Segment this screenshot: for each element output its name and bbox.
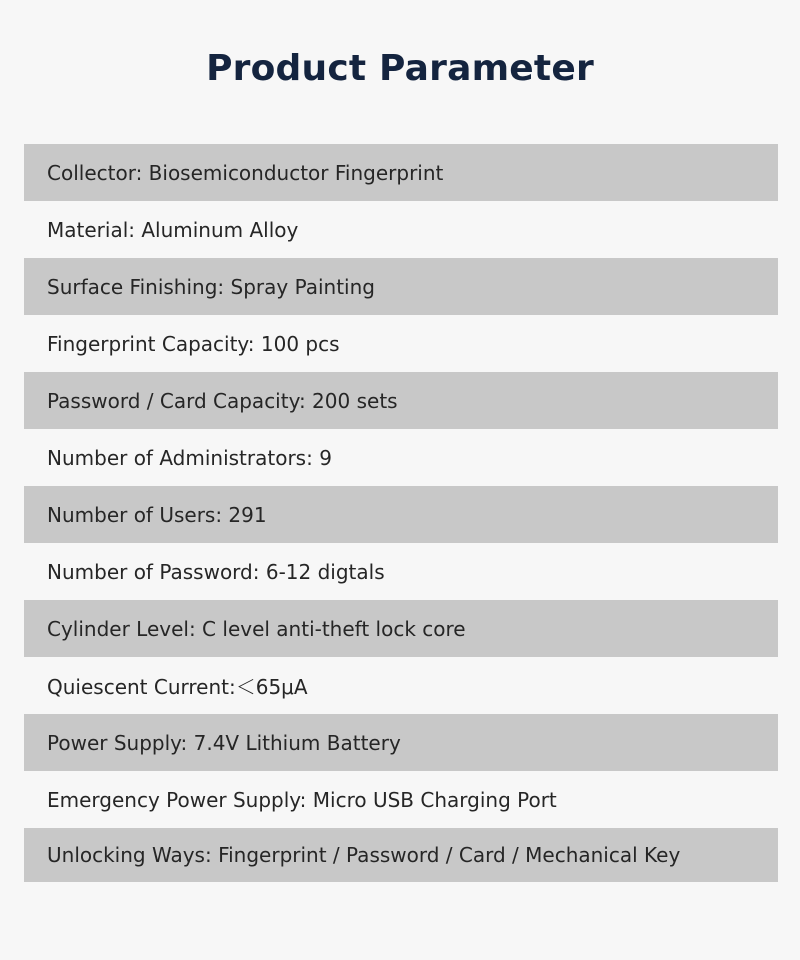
param-row-power-supply <box>24 714 778 771</box>
param-text: Material: Aluminum Alloy <box>47 217 299 242</box>
param-row-password-card-capacity <box>24 372 778 429</box>
param-row-administrators <box>24 429 778 486</box>
param-text: Password / Card Capacity: 200 sets <box>47 388 398 413</box>
param-text: Power Supply: 7.4V Lithium Battery <box>47 730 401 755</box>
param-text: Surface Finishing: Spray Painting <box>47 274 375 299</box>
page-title: Product Parameter <box>206 48 594 89</box>
parameter-table <box>24 144 778 882</box>
param-text: Emergency Power Supply: Micro USB Charging Port <box>47 787 557 812</box>
param-row-password-length <box>24 543 778 600</box>
param-row-collector <box>24 144 778 201</box>
param-text: Cylinder Level: C level anti-theft lock core <box>47 616 466 641</box>
param-row-fingerprint-capacity <box>24 315 778 372</box>
param-text: Number of Users: 291 <box>47 502 267 527</box>
param-row-emergency-power <box>24 771 778 828</box>
param-text: Number of Administrators: 9 <box>47 445 332 470</box>
param-text: Number of Password: 6-12 digtals <box>47 559 385 584</box>
param-row-material <box>24 201 778 258</box>
param-row-users <box>24 486 778 543</box>
param-row-surface-finishing <box>24 258 778 315</box>
param-text: Quiescent Current:＜65μA <box>47 675 308 699</box>
param-row-unlocking-ways <box>24 828 778 882</box>
param-text: Collector: Biosemiconductor Fingerprint <box>47 160 444 185</box>
param-text: Fingerprint Capacity: 100 pcs <box>47 331 340 356</box>
param-row-quiescent-current <box>24 657 778 714</box>
param-text: Unlocking Ways: Fingerprint / Password / Card / Mechanical Key <box>47 843 681 867</box>
param-row-cylinder-level <box>24 600 778 657</box>
